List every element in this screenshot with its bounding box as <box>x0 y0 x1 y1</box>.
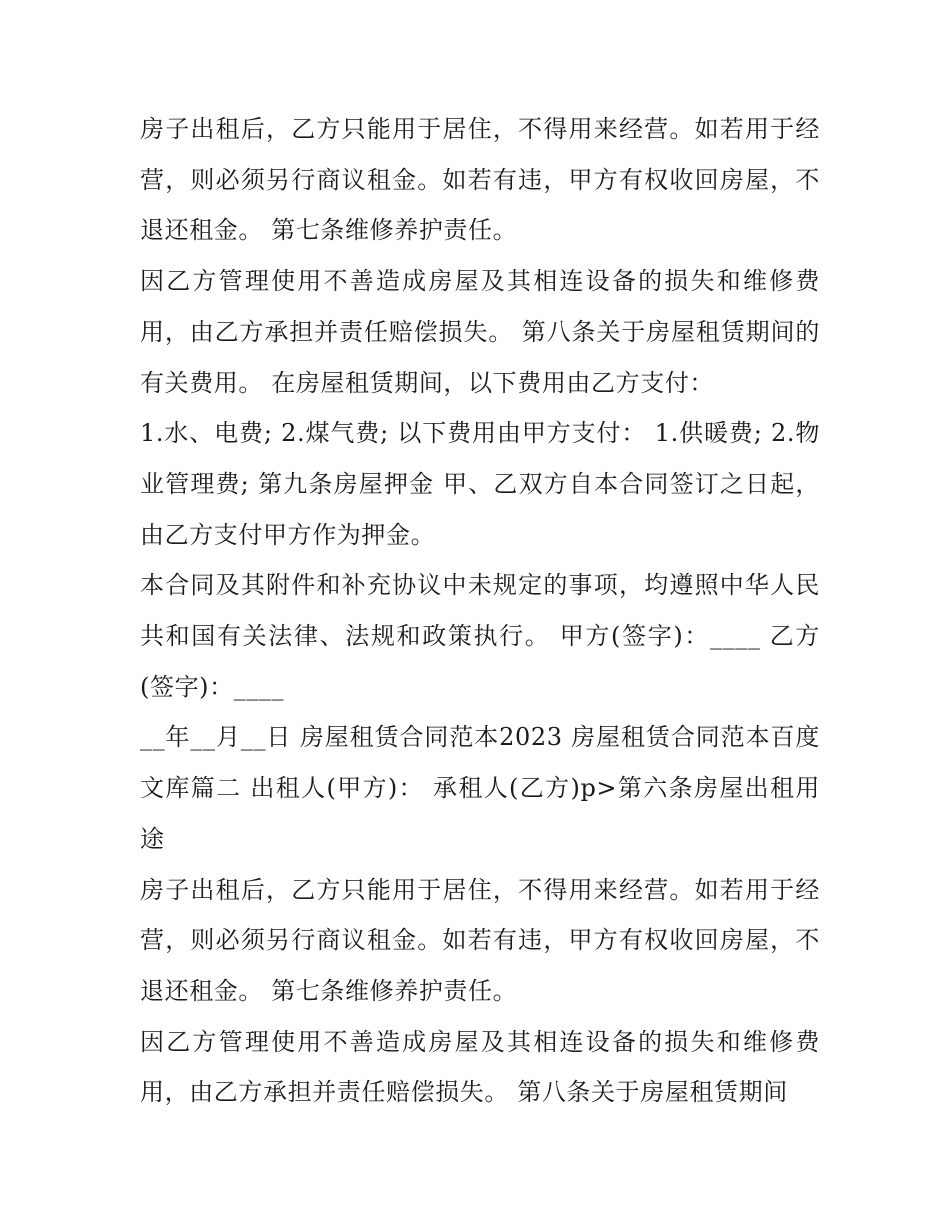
document-body <box>140 104 820 1118</box>
paragraph-fees-deposit: 1.水、电费; 2.煤气费; 以下费用由甲方支付： 1.供暖费; 2.物业管理费; 第九条房屋押金 甲、乙双方自本合同签订之日起，由乙方支付甲方作为押金。 <box>140 419 820 549</box>
paragraph-usage-restriction: 房子出租后，乙方只能用于居住，不得用来经营。如若用于经营，则必须另行商议租金。如若有违，甲方有权收回房屋，不退还租金。 第七条维修养护责任。 <box>140 115 820 245</box>
paragraph-maintenance-liability-repeat: 因乙方管理使用不善造成房屋及其相连设备的损失和维修费用，由乙方承担并责任赔偿损失。 第八条关于房屋租赁期间 <box>140 1027 820 1107</box>
paragraph-maintenance-liability: 因乙方管理使用不善造成房屋及其相连设备的损失和维修费用，由乙方承担并责任赔偿损失。 第八条关于房屋租赁期间的有关费用。 在房屋租赁期间，以下费用由乙方支付： <box>140 267 820 397</box>
paragraph-usage-restriction-repeat: 房子出租后，乙方只能用于居住，不得用来经营。如若用于经营，则必须另行商议租金。如若有违，甲方有权收回房屋，不退还租金。 第七条维修养护责任。 <box>140 875 820 1005</box>
paragraph-legal-signatures: 本合同及其附件和补充协议中未规定的事项，均遵照中华人民共和国有关法律、法规和政策执行。 甲方(签字)：____ 乙方(签字)：____ <box>140 571 820 701</box>
paragraph-date-second-contract: __年__月__日 房屋租赁合同范本2023 房屋租赁合同范本百度文库篇二 出租人(甲方)： 承租人(乙方)p>第六条房屋出租用途 <box>140 723 820 853</box>
